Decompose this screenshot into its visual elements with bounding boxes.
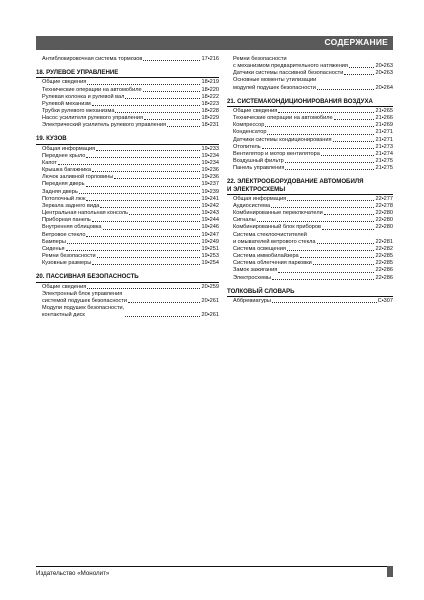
toc-entry-title: Общие сведения [42, 79, 87, 86]
toc-entry [227, 70, 393, 77]
toc-entry-page: 22•285 [375, 260, 393, 267]
toc-entry-title: Общая информация [233, 195, 287, 202]
dot-leader [129, 214, 200, 215]
toc-entry-title: Приборная панель [42, 217, 91, 224]
dot-leader [144, 119, 200, 120]
dot-leader [115, 112, 200, 113]
header-title: СОДЕРЖАНИЕ [324, 37, 388, 47]
toc-entry [227, 203, 393, 210]
toc-entry-title: Система облегчения парковки [233, 260, 312, 267]
toc-entry-page: 18•220 [201, 86, 219, 93]
toc-entry-title: Ремни безопасности [42, 253, 96, 259]
toc-entry-page: 19•251 [201, 245, 219, 252]
toc-section-title: 22. ЭЛЕКТРООБОРУДОВАНИЕ АВТОМОБИЛЯ И ЭЛЕКТРОСХЕМЫ [227, 178, 393, 194]
toc-entry-page: C•307 [377, 297, 393, 304]
toc-entry-title: Сиденья [42, 245, 65, 252]
toc-entry [227, 108, 393, 115]
toc-entry-page: 21•269 [375, 122, 393, 129]
dot-leader [285, 169, 374, 170]
dot-leader [128, 302, 200, 303]
toc-entry [227, 232, 393, 246]
toc-left-column [36, 56, 219, 325]
page-header [36, 36, 393, 50]
toc-entry-page: 20•263 [375, 63, 393, 70]
toc-entry [36, 160, 219, 167]
toc-entry-page: 20•264 [375, 84, 393, 91]
toc-entry-page: 22•281 [375, 238, 393, 245]
toc-entry [227, 122, 393, 129]
toc-entry-page: 18•222 [201, 93, 219, 100]
dot-leader [92, 171, 201, 172]
toc-entry-title: Модули подушек безопасности, контактный диск [42, 304, 125, 319]
toc-entry-title: Общая информация [42, 145, 96, 152]
toc-entry [36, 253, 219, 260]
dot-leader [79, 193, 201, 194]
toc-entry [227, 137, 393, 144]
toc-entry-title: Основные моменты утилизации модулей подушек безопасности [233, 77, 317, 91]
toc-section-title: 20. ПАССИВНАЯ БЕЗОПАСНОСТЬ [36, 273, 219, 282]
dot-leader [265, 126, 374, 127]
toc-entry-title: Электронный блок управления системой подушек безопасности [42, 290, 128, 304]
toc-entry-page: 19•236 [201, 167, 219, 174]
toc-entry-title: Антиблокировочная система тормозов [42, 56, 143, 62]
toc-entry [36, 79, 219, 86]
dot-leader [300, 257, 375, 258]
toc-entry-page: 20•259 [201, 283, 219, 290]
dot-leader [267, 134, 374, 135]
toc-entry [227, 224, 393, 231]
dot-leader [324, 214, 375, 215]
dot-leader [167, 126, 200, 127]
toc-entry [36, 284, 219, 291]
toc-entry-page: 19•234 [201, 152, 219, 159]
toc-entry [36, 101, 219, 108]
toc-entry-title: Датчики системы кондиционирования [233, 136, 332, 143]
toc-entry-title: Комбинированные переключатели [233, 210, 323, 217]
toc-entry-page: 18•229 [201, 115, 219, 122]
dot-leader [334, 119, 375, 120]
footer-publisher: Издательство «Монолит» [36, 570, 110, 577]
toc-entry [227, 151, 393, 158]
toc-entry-title: Электрический усилитель рулевого управления [42, 122, 166, 129]
toc-entry-title: Центральная напольная консоль [42, 210, 128, 217]
toc-entry-page: 21•271 [375, 129, 393, 136]
dot-leader [344, 74, 374, 75]
dot-leader [257, 221, 375, 222]
dot-leader [125, 98, 200, 99]
toc-entry [36, 108, 219, 115]
toc-entry [36, 87, 219, 94]
toc-entry-page: 22•280 [375, 217, 393, 224]
dot-leader [125, 316, 200, 317]
toc-entry-page: 19•246 [201, 224, 219, 231]
toc-entry [36, 146, 219, 153]
dot-leader [92, 221, 201, 222]
toc-entry-title: Кузовные размеры [42, 260, 92, 267]
toc-entry [36, 122, 219, 129]
dot-leader [143, 91, 201, 92]
toc-entry-page: 22•277 [375, 195, 393, 202]
toc-entry [227, 158, 393, 165]
toc-entry-page: 20•261 [201, 312, 219, 319]
dot-leader [272, 279, 374, 280]
toc-entry [227, 210, 393, 217]
toc-entry-page: 18•223 [201, 100, 219, 107]
toc-entry-title: Вентилятор и мотор вентилятора [233, 150, 320, 157]
toc-entry-page: 19•243 [201, 210, 219, 217]
toc-entry [36, 203, 219, 210]
toc-entry-title: Крышка багажника [42, 167, 91, 174]
toc-entry-page: 21•273 [375, 143, 393, 150]
toc-entry [36, 189, 219, 196]
toc-entry-title: Передняя дверь [42, 181, 85, 188]
toc-section-title: 21. СИСТЕМАКОНДИЦИОНИРОВАНИЯ ВОЗДУХА [227, 98, 393, 107]
dot-leader [92, 105, 201, 106]
toc-entry-page: 22•280 [375, 210, 393, 217]
toc-continued-entries [36, 56, 219, 63]
toc-entry-title: Рулевая колонка и рулевой вал [42, 93, 125, 100]
dot-leader [313, 264, 375, 265]
toc-entry [36, 153, 219, 160]
toc-section-title: 19. КУЗОВ [36, 135, 219, 144]
toc-entry-page: 19•242 [201, 202, 219, 209]
dot-leader [86, 157, 200, 158]
toc-entry-title: Система стеклоочистителей и омывателей ветрового стекла [233, 231, 316, 245]
toc-entry-title: Технические операции на автомобиле [42, 86, 142, 93]
toc-entry-page: 22•286 [375, 267, 393, 274]
toc-entry [36, 181, 219, 188]
toc-entry-title: Система иммобилайзера [233, 253, 299, 260]
dot-leader [86, 236, 200, 237]
toc-section [227, 288, 393, 305]
toc-entry-title: Потолочный люк [42, 195, 86, 202]
dot-leader [322, 229, 375, 230]
dot-leader [143, 60, 200, 61]
toc-entry-title: Капот [42, 159, 57, 166]
toc-entry [227, 298, 393, 305]
toc-entry-title: Система освещения [233, 245, 286, 252]
toc-entry [36, 239, 219, 246]
dot-leader [278, 272, 374, 273]
dot-leader [287, 200, 374, 201]
toc-entry-page: 19•236 [201, 174, 219, 181]
dot-leader [92, 264, 200, 265]
toc-entry-title: Общие сведения [42, 283, 87, 290]
toc-entry-page: 19•253 [201, 253, 219, 259]
toc-entry-page: 21•271 [375, 136, 393, 143]
dot-leader [333, 141, 375, 142]
toc-entry-title: Насос усилителя рулевого управления [42, 115, 143, 122]
toc-entry [36, 232, 219, 239]
toc-entry-page: 21•275 [375, 158, 393, 165]
toc-section [36, 69, 219, 129]
toc-entry-title: Сигналы [233, 217, 256, 224]
toc-section [36, 135, 219, 267]
toc-entry [227, 246, 393, 253]
dot-leader [349, 67, 375, 68]
toc-right-column [227, 56, 393, 311]
toc-entry-title: Ветровое стекло [42, 231, 86, 238]
footer-bar [387, 566, 393, 577]
toc-entry-page: 19•239 [201, 188, 219, 195]
toc-entry-title: Внутренняя облицовка [42, 224, 102, 231]
toc-entry-page: 19•237 [201, 181, 219, 188]
toc-entry-page: 22•278 [375, 202, 393, 209]
toc-entry-title: Отопитель [233, 143, 261, 150]
toc-entry [36, 196, 219, 203]
toc-entry-title: Задняя дверь [42, 188, 78, 195]
dot-leader [86, 200, 200, 201]
toc-section [36, 273, 219, 319]
dot-leader [97, 257, 201, 258]
toc-entry [227, 267, 393, 274]
toc-entry-title: Датчики системы пассивной безопасности [233, 70, 344, 77]
dot-leader [87, 84, 200, 85]
toc-entry-page: 19•249 [201, 238, 219, 245]
toc-entry [227, 260, 393, 267]
dot-leader [317, 89, 374, 90]
toc-entry-page: 19•234 [201, 159, 219, 166]
dot-leader [321, 155, 375, 156]
footer-rule [36, 566, 393, 567]
dot-leader [317, 243, 375, 244]
toc-entry-page: 22•282 [375, 245, 393, 252]
toc-entry-page: 18•228 [201, 107, 219, 114]
toc-entry [227, 56, 393, 70]
toc-entry-title: Электросхемы [233, 274, 272, 281]
toc-entry-page: 18•231 [201, 122, 219, 129]
dot-leader [114, 178, 200, 179]
toc-entry-title: Воздушный фильтр [233, 158, 284, 165]
toc-section [227, 98, 393, 173]
dot-leader [67, 243, 201, 244]
toc-entry-page: 22•285 [375, 253, 393, 260]
dot-leader [103, 229, 201, 230]
toc-entry [36, 224, 219, 231]
toc-entry-page: 22•286 [375, 274, 393, 281]
dot-leader [278, 112, 374, 113]
toc-entry [36, 246, 219, 253]
dot-leader [87, 288, 200, 289]
toc-entry-page: 20•261 [201, 297, 219, 304]
toc-entry-title: Технические операции на автомобиле [233, 115, 333, 122]
toc-entry-page: 21•266 [375, 115, 393, 122]
toc-entry [36, 174, 219, 181]
toc-entry-page: 21•274 [375, 150, 393, 157]
toc-entry-title: Рулевой механизм [42, 100, 91, 107]
toc-entry [227, 165, 393, 172]
dot-leader [96, 150, 200, 151]
toc-entry [227, 129, 393, 136]
toc-entry-page: 19•254 [201, 260, 219, 267]
toc-continued-entries [227, 56, 393, 92]
toc-section [227, 178, 393, 281]
toc-entry-page: 17•216 [201, 56, 219, 62]
toc-entry-page: 19•233 [201, 145, 219, 152]
dot-leader [100, 207, 200, 208]
toc-entry-page: 19•247 [201, 231, 219, 238]
toc-entry-title: Комбинированный блок приборов [233, 224, 321, 231]
toc-entry [227, 196, 393, 203]
toc-entry-page: 19•241 [201, 195, 219, 202]
toc-entry-title: Конденсатор [233, 129, 267, 136]
toc-entry [227, 144, 393, 151]
toc-entry-page: 18•219 [201, 79, 219, 86]
toc-entry [36, 217, 219, 224]
toc-entry-page: 22•280 [375, 224, 393, 231]
toc-entry-title: Общие сведения [233, 107, 278, 114]
toc-entry-page: 21•275 [375, 165, 393, 172]
toc-entry-title: Ремни безопасности с механизмом предварительного натяжения [233, 56, 348, 70]
toc-section-title: 18. РУЛЕВОЕ УПРАВЛЕНИЕ [36, 69, 219, 78]
toc-entry [36, 305, 219, 319]
toc-entry-title: Зеркала заднего вида [42, 202, 100, 209]
toc-entry-title: Переднее крыло [42, 152, 86, 159]
dot-leader [58, 164, 201, 165]
toc-entry-title: Панель управления [233, 165, 285, 172]
toc-entry [36, 210, 219, 217]
toc-entry [36, 56, 219, 63]
toc-entry-title: Аббревиатуры [233, 297, 271, 304]
dot-leader [271, 207, 374, 208]
toc-entry [227, 253, 393, 260]
dot-leader [287, 250, 375, 251]
toc-entry-title: Замок зажигания [233, 267, 278, 274]
toc-entry [36, 291, 219, 305]
toc-entry-title: Компрессор [233, 122, 265, 129]
dot-leader [66, 250, 201, 251]
toc-entry [227, 115, 393, 122]
toc-entry-page: 21•265 [375, 107, 393, 114]
dot-leader [86, 186, 201, 187]
toc-entry [227, 275, 393, 282]
toc-entry-page: 19•244 [201, 217, 219, 224]
toc-entry-title: Трубки рулевого механизма [42, 107, 115, 114]
toc-entry [36, 260, 219, 267]
toc-entry-title: Бамперы [42, 238, 66, 245]
toc-section-title: ТОЛКОВЫЙ СЛОВАРЬ [227, 288, 393, 297]
dot-leader [262, 148, 375, 149]
toc-entry [227, 77, 393, 91]
toc-entry [36, 94, 219, 101]
dot-leader [272, 302, 377, 303]
toc-entry-title: Аудиосистема [233, 202, 271, 209]
toc-entry-title: Лючок заливной горловины [42, 174, 114, 181]
dot-leader [285, 162, 375, 163]
toc-entry-page: 20•263 [375, 70, 393, 77]
